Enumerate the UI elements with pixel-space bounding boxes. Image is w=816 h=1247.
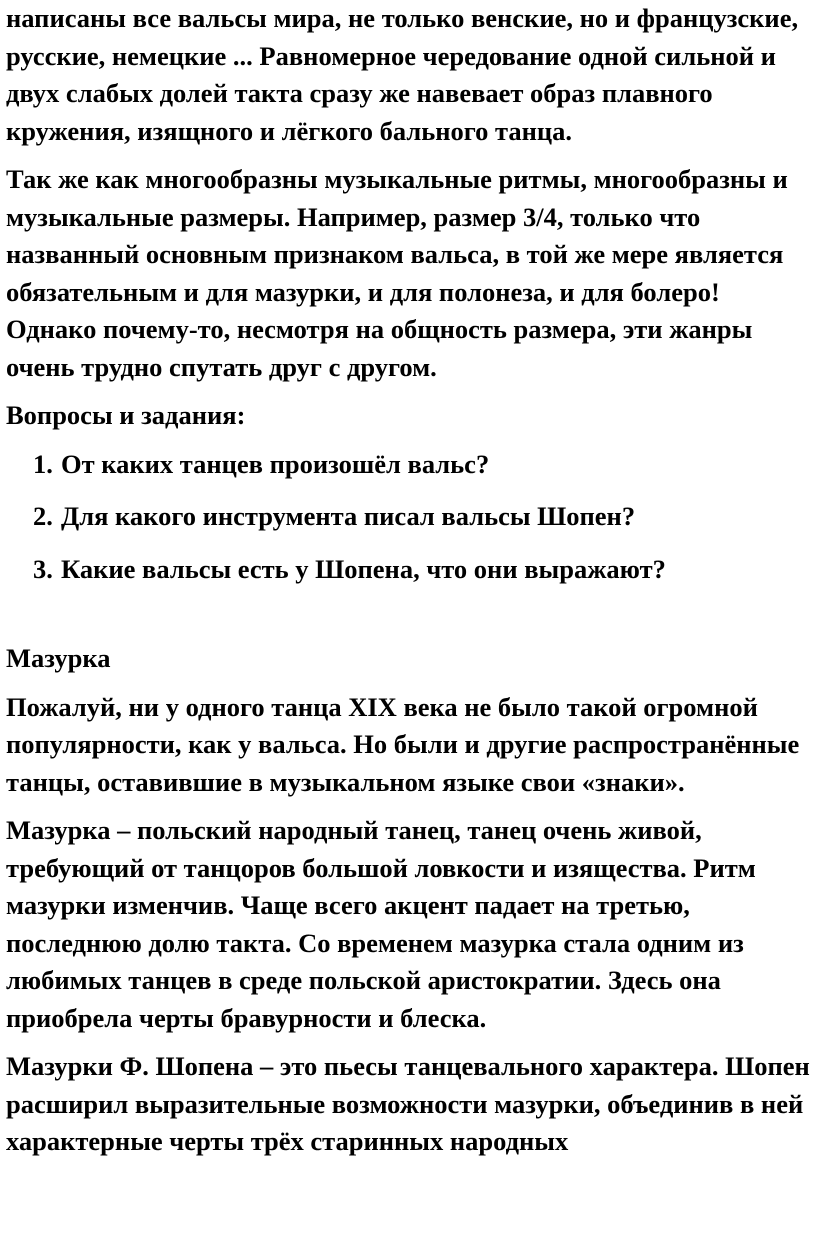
list-item-number: 3. bbox=[33, 553, 53, 584]
list-item bbox=[6, 446, 812, 484]
questions-heading: Вопросы и задания: bbox=[6, 400, 246, 430]
paragraph-mazurka-definition: Мазурка – польский народный танец, танец очень живой, требующий от танцоров большой ловкости и изящества. Ритм мазурки изменчив. Чаще всего акцент падает на третью, последнюю долю такта. Со временем мазурка стала одним из любимых танцев в среде польской аристократии. Здесь она приобрела черты бравурности и блеска. bbox=[6, 815, 756, 1033]
list-item-text: Для какого инструмента писал вальсы Шопен? bbox=[61, 501, 636, 531]
blank-line bbox=[6, 603, 812, 640]
paragraph-waltz-intro: написаны все вальсы мира, не только венские, но и французские, русские, немецкие ... Равномерное чередование одной сильной и двух слабых долей такта сразу же навевает образ плавного кружения, изящного и лёгкого бального танца. bbox=[6, 3, 799, 146]
paragraph-chopin-mazurkas: Мазурки Ф. Шопена – это пьесы танцевального характера. Шопен расширил выразительные возможности мазурки, объединив в ней характерные черты трёх старинных народных bbox=[6, 1051, 810, 1156]
questions-list bbox=[6, 446, 812, 589]
document-page bbox=[6, 0, 812, 1172]
paragraph-popularity: Пожалуй, ни у одного танца XIX века не было такой огромной популярности, как у вальса. Но были и другие распространённые танцы, оставившие в музыкальном языке свои «знаки». bbox=[6, 691, 800, 797]
list-item bbox=[6, 551, 812, 589]
list-item bbox=[6, 498, 812, 536]
section-title: Мазурка bbox=[6, 643, 111, 673]
paragraph-rhythms: Так же как многообразны музыкальные ритмы, многообразны и музыкальные размеры. Например, размер 3/4, только что названный основным признаком вальса, в той же мере является обязательным и для мазурки, и для полонеза, и для болеро! Однако почему-то, несмотря на общность размера, эти жанры очень трудно спутать друг с другом. bbox=[6, 164, 788, 382]
list-item-number: 1. bbox=[33, 448, 53, 479]
list-item-text: Какие вальсы есть у Шопена, что они выражают? bbox=[61, 553, 666, 584]
list-item-text: От каких танцев произошёл вальс? bbox=[61, 448, 490, 479]
list-item-number: 2. bbox=[33, 501, 53, 531]
